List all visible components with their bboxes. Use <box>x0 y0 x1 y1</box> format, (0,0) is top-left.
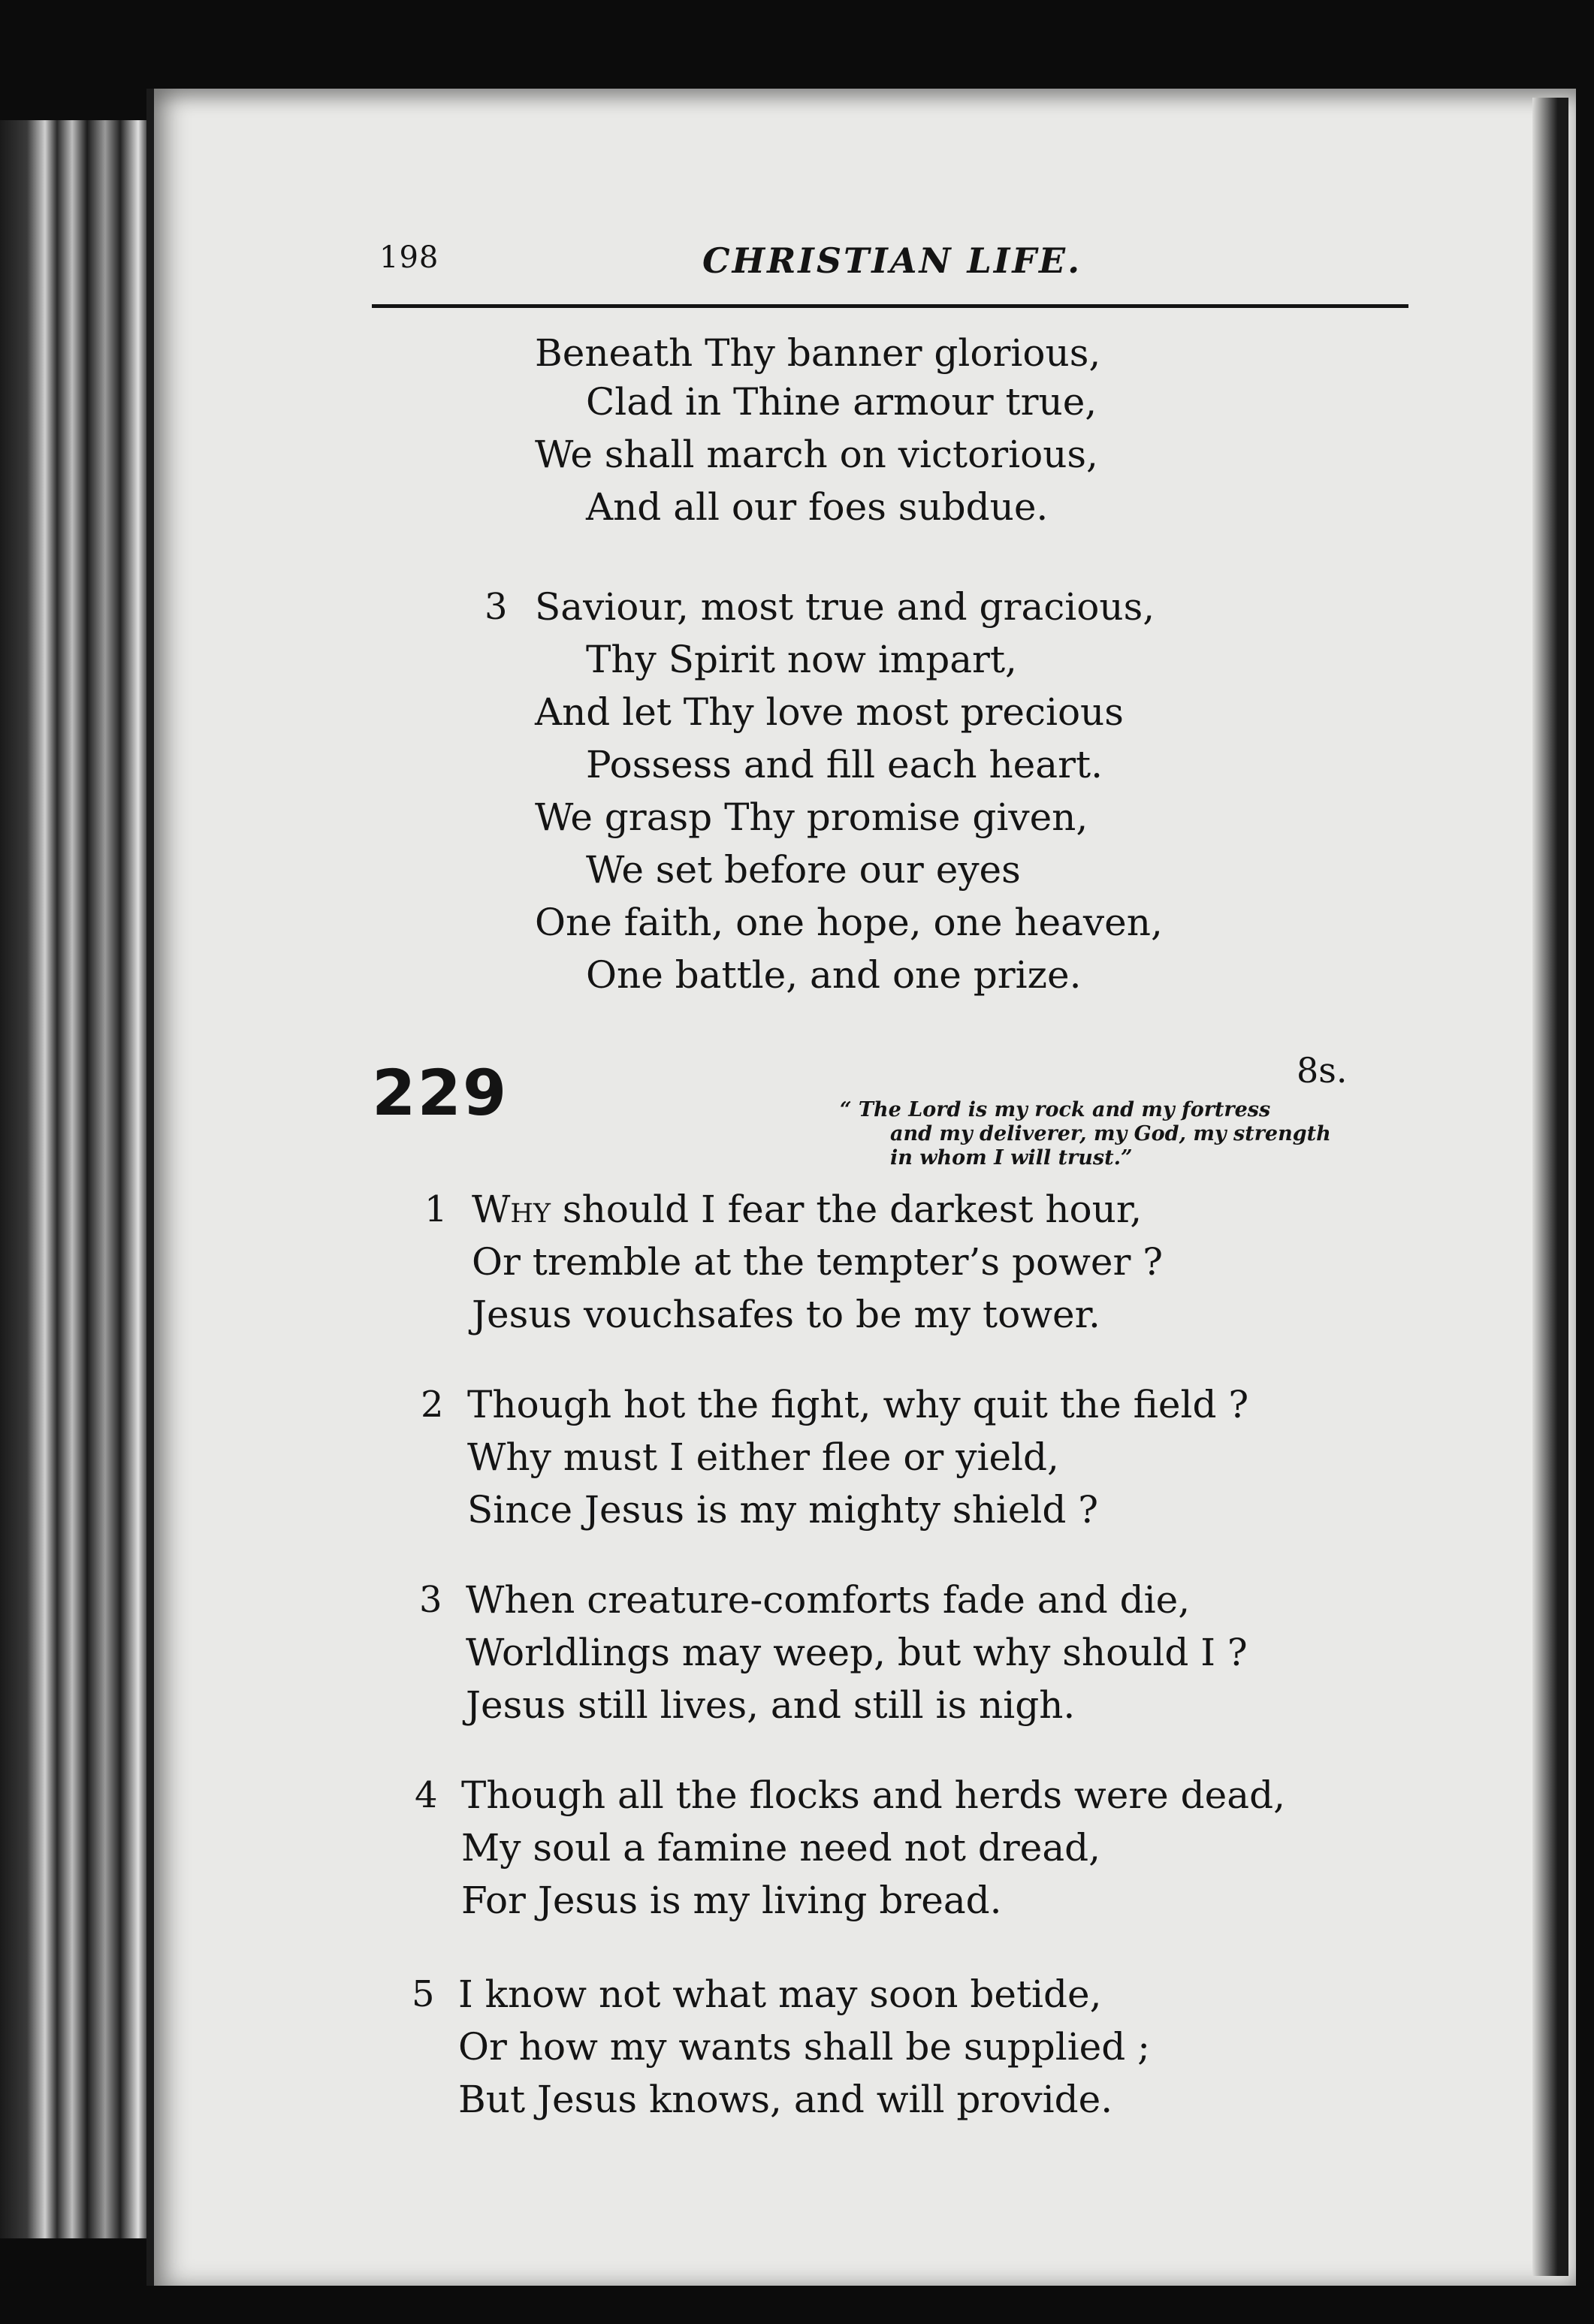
verse-line: Clad in Thine armour true, <box>586 380 1097 424</box>
page-header <box>379 240 1408 293</box>
verse-line: Since Jesus is my mighty shield ? <box>467 1488 1099 1532</box>
verse-line: When creature-comforts fade and die, <box>466 1578 1191 1622</box>
verse-number: 3 <box>485 586 508 628</box>
verse-line: Thy Spirit now impart, <box>586 638 1017 681</box>
epigraph-line: and my deliverer, my God, my strength <box>890 1122 1331 1145</box>
verse-line: I know not what may soon betide, <box>458 1972 1102 2016</box>
header-rule <box>372 304 1408 308</box>
verse-number: 4 <box>415 1774 438 1816</box>
verse-line: Worldlings may weep, but why should I ? <box>466 1631 1248 1674</box>
verse-line: Possess and fill each heart. <box>586 743 1103 786</box>
verse-line: Beneath Thy banner glorious, <box>535 331 1101 375</box>
book-spine <box>0 120 150 2238</box>
hymn-number: 229 <box>372 1056 509 1130</box>
verse-line: One battle, and one prize. <box>586 953 1082 997</box>
verse-line: We set before our eyes <box>586 848 1021 892</box>
verse-number: 5 <box>412 1973 435 2015</box>
verse-line: Jesus still lives, and still is nigh. <box>466 1683 1076 1727</box>
verse-line: For Jesus is my living bread. <box>461 1879 1002 1922</box>
verse-line: But Jesus knows, and will provide. <box>458 2078 1113 2121</box>
verse-first-rest: should I fear the darkest hour, <box>551 1188 1143 1231</box>
verse-number: 3 <box>419 1579 442 1621</box>
verse-line: Or how my wants shall be supplied ; <box>458 2025 1151 2069</box>
hymn-meter: 8s. <box>1297 1050 1348 1091</box>
verse-first-word: Why <box>472 1188 551 1231</box>
verse-line: One faith, one hope, one heaven, <box>535 901 1163 944</box>
verse-number: 1 <box>424 1188 448 1230</box>
verse-line: My soul a famine need not dread, <box>461 1826 1101 1870</box>
verse-line <box>472 1187 1142 1232</box>
verse-line: We grasp Thy promise given, <box>535 795 1088 839</box>
epigraph-line: “ The Lord is my rock and my fortress <box>840 1098 1271 1121</box>
epigraph-line: in whom I will trust.” <box>890 1146 1133 1170</box>
verse-line: Though all the flocks and herds were dead, <box>461 1773 1285 1817</box>
verse-line: Why must I either flee or yield, <box>467 1435 1059 1479</box>
verse-line: And let Thy love most precious <box>535 690 1124 734</box>
verse-line: Jesus vouchsafes to be my tower. <box>472 1293 1100 1336</box>
verse-line: Saviour, most true and gracious, <box>535 585 1155 629</box>
verse-number: 2 <box>421 1384 444 1426</box>
verse-line: Though hot the fight, why quit the field ? <box>467 1383 1249 1426</box>
verse-line: We shall march on victorious, <box>535 433 1098 476</box>
page-number: 198 <box>379 240 439 275</box>
page-edge <box>1532 98 1568 2276</box>
verse-line: Or tremble at the tempter’s power ? <box>472 1240 1164 1284</box>
running-title: CHRISTIAN LIFE. <box>702 240 1082 281</box>
verse-line: And all our foes subdue. <box>586 485 1049 529</box>
